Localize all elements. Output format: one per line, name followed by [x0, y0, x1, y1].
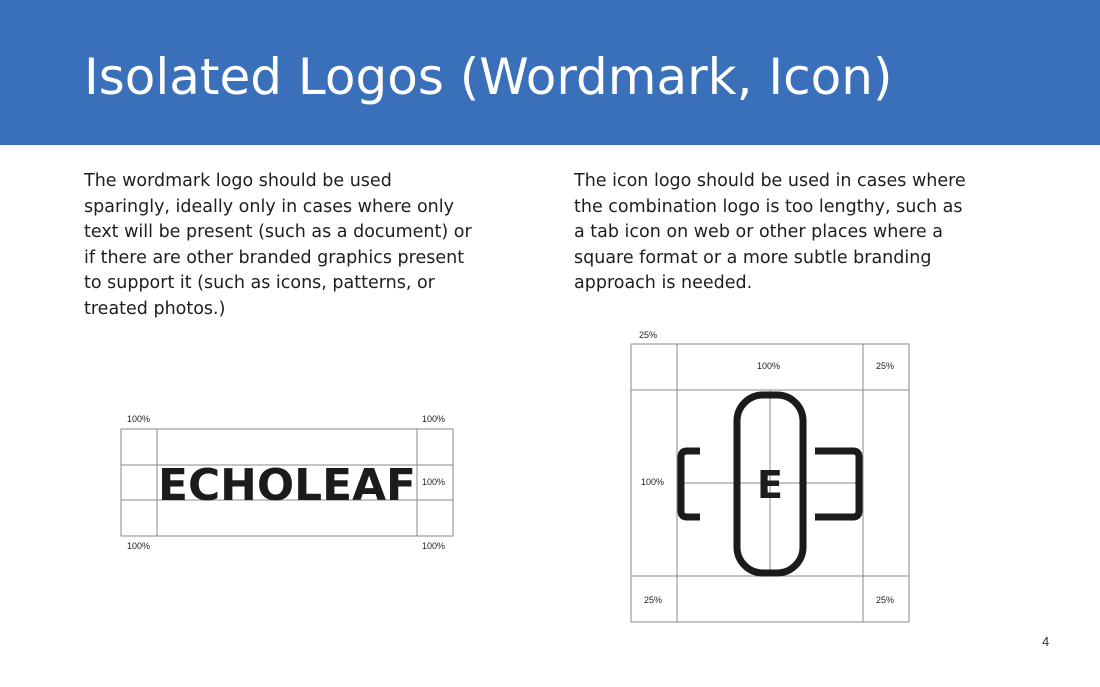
clearspace-label: 100%	[127, 541, 151, 551]
text-line: square format or a more subtle branding	[574, 247, 932, 268]
clearspace-label: 25%	[644, 595, 663, 605]
clearspace-label: 100%	[641, 477, 665, 487]
icon-letter: E	[757, 463, 783, 507]
clearspace-label: 100%	[757, 361, 781, 371]
clearspace-label: 25%	[876, 361, 895, 371]
text-line: the combination logo is too lengthy, such as	[574, 196, 963, 217]
text-line: approach is needed.	[574, 273, 753, 293]
text-line: sparingly, ideally only in cases where only	[84, 196, 454, 217]
text-line: if there are other branded graphics present	[84, 247, 465, 268]
text-line: treated photos.)	[84, 298, 226, 319]
clearspace-label: 25%	[639, 330, 658, 340]
wordmark-description	[84, 169, 524, 322]
text-line: The wordmark logo should be used	[84, 171, 392, 191]
clearspace-label: 100%	[127, 414, 151, 424]
clearspace-label: 25%	[876, 595, 895, 605]
icon-clearspace-diagram	[625, 325, 925, 630]
title-banner	[0, 0, 1100, 145]
text-line: The icon logo should be used in cases where	[574, 171, 966, 191]
clearspace-label: 100%	[422, 477, 446, 487]
slide-title: Isolated Logos (Wordmark, Icon)	[84, 48, 893, 106]
clearspace-label: 100%	[422, 414, 446, 424]
page-number: 4	[1042, 634, 1050, 649]
text-line: a tab icon on web or other places where a	[574, 222, 943, 242]
wordmark-clearspace-diagram	[110, 405, 470, 555]
text-line: to support it (such as icons, patterns, or	[84, 273, 435, 293]
clearspace-label: 100%	[422, 541, 446, 551]
echoleaf-wordmark-logo: ECHOLEAF	[158, 460, 416, 511]
icon-description	[574, 169, 1014, 297]
text-line: text will be present (such as a document) or	[84, 222, 472, 242]
